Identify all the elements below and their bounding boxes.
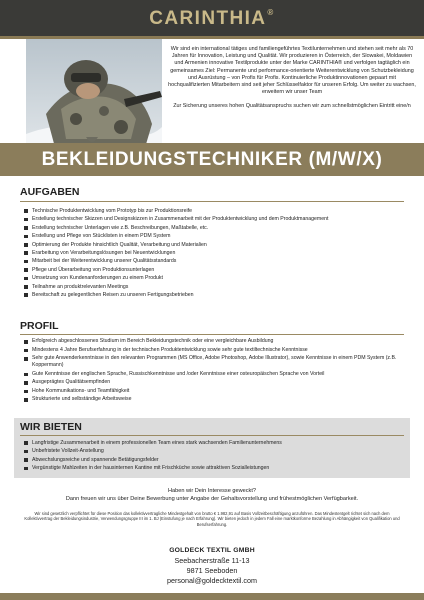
list-item: Abwechslungsreiche und spannende Betätigungsfelder <box>24 456 408 464</box>
footer-bar <box>0 593 424 600</box>
company-name: GOLDECK TEXTIL GMBH <box>169 547 255 554</box>
closing-text <box>20 487 404 503</box>
company-street: Seebacherstraße 11-13 <box>174 556 250 565</box>
divider-profil <box>20 334 404 335</box>
salary-legal-notice: Wir sind gesetzlich verpflichtet für diese Position das kollektivvertragliche Mindestgehalt von brutto € 1.982,91 auf Basis Vollzeitbeschäftigung anzuführen. Das Mindestentgelt richtet sich nach dem Kollektivvertrag der Bekleidungsindustrie, Verwendungsgruppe III im 1. BJ (Einstufung je nach Erfahrung). Wir bieten jedoch in jedem Fall eine marktkonforme Bezahlung in Abhängigkeit von Qualifikation und Berufserfahrung. <box>24 511 400 527</box>
list-item: Langfristige Zusammenarbeit in einem professionellen Team eines stark wachsenden Familienunternehmens <box>24 439 408 447</box>
list-item: Optimierung der Produkte hinsichtlich Qualität, Verarbeitung und Materialien <box>24 241 408 249</box>
list-item: Sehr gute Anwenderkenntnisse in den relevanten Programmen (MS Office, Adobe Photoshop, Adobe Illustrator), sowie Kenntnisse in einem PDM System (z.B. Koppermann) <box>24 355 408 369</box>
header-bar <box>0 0 424 39</box>
list-item: Unbefristete Vollzeit-Anstellung <box>24 447 408 455</box>
list-item: Erstellung und Pflege von Stücklisten in einem PDM System <box>24 232 408 240</box>
divider-aufgaben <box>20 201 404 202</box>
list-item: Technische Produktentwicklung vom Prototyp bis zur Produktionsreife <box>24 207 408 215</box>
company-email-link[interactable]: personal@goldecktextil.com <box>167 576 257 585</box>
list-item: Erarbeitung von Verarbeitungslösungen bei Neuentwicklungen <box>24 249 408 257</box>
profil-list <box>24 338 408 405</box>
list-item: Pflege und Überarbeitung von Produktionsunterlagen <box>24 266 408 274</box>
list-item: Erfolgreich abgeschlossenes Studium im Bereich Bekleidungstechnik oder eine vergleichbare Ausbildung <box>24 338 408 345</box>
company-intro <box>168 46 416 118</box>
list-item: Mindestens 4 Jahre Berufserfahrung in der technischen Produktentwicklung sowie sehr gute textiltechnische Kenntnisse <box>24 347 408 354</box>
closing-question: Haben wir Dein Interesse geweckt? <box>168 488 256 494</box>
carinthia-logo <box>0 8 424 30</box>
aufgaben-list <box>24 207 408 299</box>
divider-wir-bieten <box>20 435 404 436</box>
section-heading-profil: PROFIL <box>20 320 59 332</box>
list-item: Strukturierte und selbständige Arbeitsweise <box>24 396 408 403</box>
list-item: Teilnahme an produktrelevanten Meetings <box>24 283 408 291</box>
company-contact <box>0 546 424 586</box>
job-title: BEKLEIDUNGSTECHNIKER (M/W/X) <box>41 149 383 170</box>
logo-text: CARINTHIA <box>149 8 267 29</box>
list-item: Vergünstigte Mahlzeiten in der hausinternen Kantine mit Frischküche sowie attraktiven Sozialleistungen <box>24 464 408 472</box>
list-item: Gute Kenntnisse der englischen Sprache, Russischkenntnisse und /oder Kenntnisse einer osteuropäischen Sprache von Vorteil <box>24 371 408 378</box>
list-item: Mitarbeit bei der Weiterentwicklung unserer Qualitätsstandards <box>24 257 408 265</box>
section-heading-wir-bieten: WIR BIETEN <box>20 421 82 433</box>
list-item: Erstellung technischer Unterlagen wie z.B. Beschreibungen, Maßtabelle, etc. <box>24 224 408 232</box>
company-city: 9871 Seeboden <box>186 566 238 575</box>
list-item: Umsetzung von Kundenanforderungen zu einem Produkt <box>24 274 408 282</box>
list-item: Erstellung technischer Skizzen und Designskizzen in Zusammenarbeit mit der Produktentwicklung und dem Produktmanagement <box>24 215 408 223</box>
intro-search-paragraph: Zur Sicherung unseres hohen Qualitätsanspruchs suchen wir zum schnellstmöglichen Eintritt eine/n <box>173 103 411 110</box>
closing-invitation: Dann freuen wir uns über Deine Bewerbung unter Angabe der Gehaltsvorstellung und frühestmöglichen Verfügbarkeit. <box>65 496 359 502</box>
list-item: Hohe Kommunikations- und Teamfähigkeit <box>24 388 408 395</box>
list-item: Bereitschaft zu gelegentlichen Reisen zu unseren Fertigungsbetrieben <box>24 291 408 299</box>
bieten-list <box>24 439 408 473</box>
section-heading-aufgaben: AUFGABEN <box>20 186 80 198</box>
intro-paragraph: Wir sind ein international tätiges und familiengeführtes Textilunternehmen und stehen seit mehr als 70 Jahren für Innovation, Leistung und Qualität. Wir produzieren in Österreich, der Slowakei, Moldawien und Armenien innovative Textilprodukte unter der Marke CARINTHIA® und verfolgen tagtäglich ein gemeinsames Ziel: Permanente und performance-orientierte Weiterentwicklung von Schutzbekleidung und Ausrüstung – von Profis für Profis. Kontinuierliche Produktinnovationen gepaart mit hochqualifizierten Mitarbeitern sind seit jeher Schlüsselfaktor für unseren Erfolg. Um weiter zu wachsen, erweitern wir unser Team <box>168 46 416 96</box>
list-item: Ausgeprägtes Qualitätsempfinden <box>24 379 408 386</box>
logo-registered-mark: ® <box>267 8 275 17</box>
